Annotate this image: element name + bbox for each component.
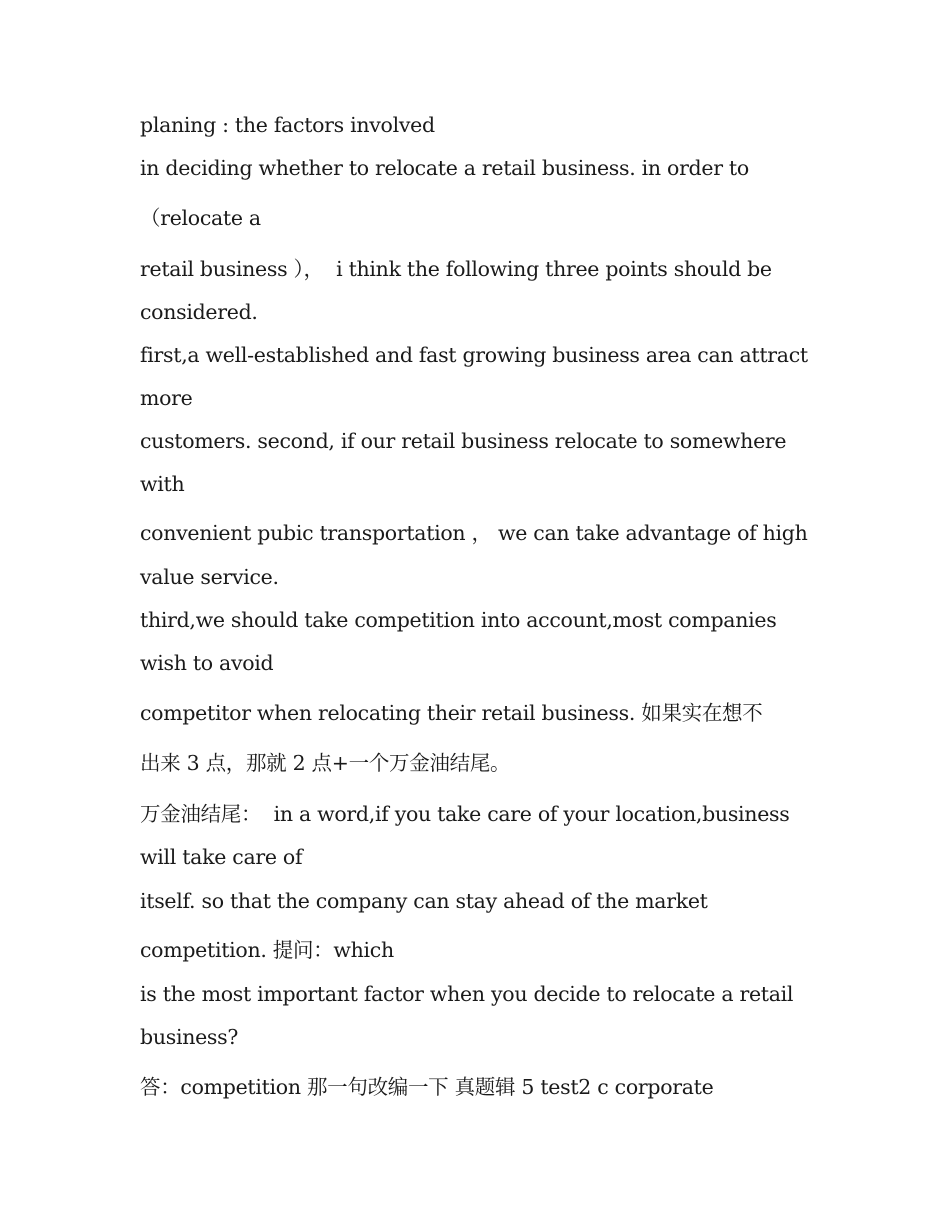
text-line: competition. 提问：which [140, 938, 394, 962]
text-line: more [140, 386, 193, 410]
text-line: 出来 3 点，那就 2 点+一个万金油结尾。 [140, 751, 511, 775]
text-line: business? [140, 1025, 239, 1049]
text-line: in deciding whether to relocate a retail business. in order to [140, 156, 749, 180]
text-line: with [140, 472, 185, 496]
text-line: customers. second, if our retail business relocate to somewhere [140, 429, 787, 453]
text-line: convenient pubic transportation ， we can take advantage of high [140, 521, 808, 545]
text-line: 答：competition 那一句改编一下 真题辑 5 test2 c corporate [140, 1075, 714, 1099]
text-line: 万金油结尾： in a word,if you take care of your location,business [140, 802, 790, 826]
text-line: value service. [140, 565, 279, 589]
text-line: wish to avoid [140, 651, 274, 675]
text-line: planing : the factors involved [140, 113, 435, 137]
text-line: considered. [140, 300, 258, 324]
text-line: first,a well-established and fast growing business area can attract [140, 343, 808, 367]
text-line: third,we should take competition into account,most companies [140, 608, 777, 632]
text-line: is the most important factor when you decide to relocate a retail [140, 982, 794, 1006]
text-line: will take care of [140, 845, 303, 869]
text-line: competitor when relocating their retail business. 如果实在想不 [140, 701, 763, 725]
text-line: （relocate a [140, 206, 261, 230]
text-line: itself. so that the company can stay ahead of the market [140, 889, 708, 913]
text-line: retail business ）， i think the following three points should be [140, 257, 772, 281]
